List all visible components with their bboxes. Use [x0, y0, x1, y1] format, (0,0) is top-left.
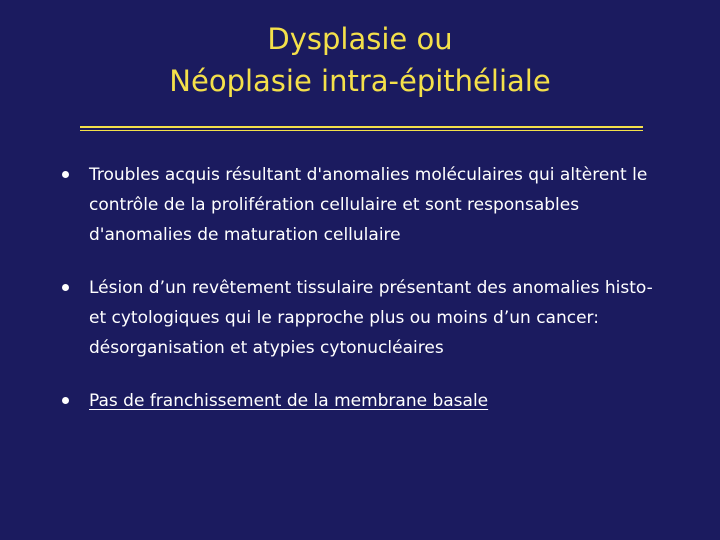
bullet-item-1: [62, 160, 662, 250]
bullet-dot-icon: [62, 284, 69, 291]
bullet-item-3: [62, 386, 662, 416]
title-divider-top: [80, 126, 643, 128]
bullet-list: [62, 160, 662, 439]
bullet-text-2: Lésion d’un revêtement tissulaire présentant des anomalies histo- et cytologiques qui le rapproche plus ou moins d’un cancer: désorganisation et atypies cytonucléaires: [89, 278, 653, 358]
bullet-text-1: Troubles acquis résultant d'anomalies moléculaires qui altèrent le contrôle de la prolifération cellulaire et sont responsables d'anomalies de maturation cellulaire: [89, 165, 648, 245]
bullet-dot-icon: [62, 171, 69, 178]
slide-title: [0, 18, 720, 102]
slide-title-line-2: Néoplasie intra-épithéliale: [169, 64, 551, 98]
bullet-text-3: Pas de franchissement de la membrane basale: [89, 391, 489, 411]
bullet-dot-icon: [62, 397, 69, 404]
title-divider-bottom: [80, 130, 643, 131]
slide-title-line-1: Dysplasie ou: [267, 22, 453, 56]
bullet-item-2: [62, 273, 662, 363]
